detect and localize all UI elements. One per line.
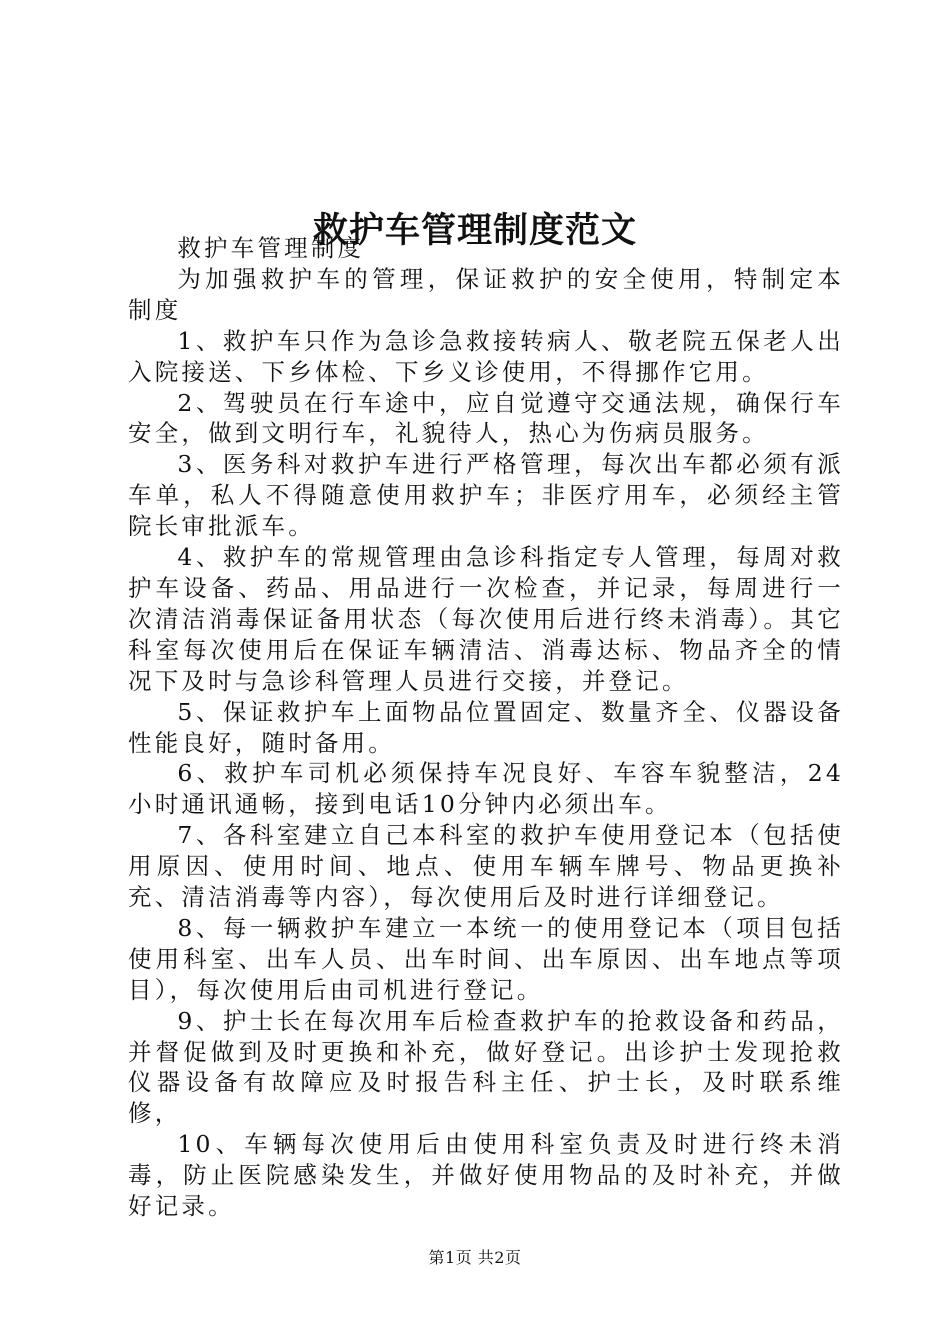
- paragraph-item-7: 7、各科室建立自己本科室的救护车使用登记本（包括使用原因、使用时间、地点、使用车辆车牌号、物品更换补充、清洁消毒等内容），每次使用后及时进行详细登记。: [128, 821, 844, 912]
- paragraph-intro: 为加强救护车的管理，保证救护的安全使用，特制定本制度: [128, 264, 844, 324]
- paragraph-item-3: 3、医务科对救护车进行严格管理，每次出车都必须有派车单，私人不得随意使用救护车；非医疗用车，必须经主管院长审批派车。: [128, 450, 844, 541]
- document-title: 救护车管理制度范文: [312, 210, 637, 252]
- paragraph-item-8: 8、每一辆救护车建立一本统一的使用登记本（项目包括使用科室、出车人员、出车时间、出车原因、出车地点等项目），每次使用后由司机进行登记。: [128, 913, 844, 1004]
- paragraph-heading: 救护车管理制度: [177, 234, 365, 262]
- paragraph-item-2: 2、驾驶员在行车途中，应自觉遵守交通法规，确保行车安全，做到文明行车，礼貌待人，热心为伤病员服务。: [128, 388, 844, 448]
- paragraph-item-10: 10、车辆每次使用后由使用科室负责及时进行终未消毒，防止医院感染发生，并做好使用物品的及时补充，并做好记录。: [128, 1130, 844, 1221]
- paragraph-item-6: 6、救护车司机必须保持车况良好、车容车貌整洁，24小时通讯通畅，接到电话10分钟内必须出车。: [128, 759, 844, 819]
- paragraph-item-5: 5、保证救护车上面物品位置固定、数量齐全、仪器设备性能良好，随时备用。: [128, 697, 844, 757]
- page-footer: 第1页 共2页: [428, 1248, 522, 1267]
- paragraph-item-1: 1、救护车只作为急诊急救接转病人、敬老院五保老人出入院接送、下乡体检、下乡义诊使用，不得挪作它用。: [128, 326, 844, 386]
- paragraph-item-4: 4、救护车的常规管理由急诊科指定专人管理，每周对救护车设备、药品、用品进行一次检查，并记录，每周进行一次清洁消毒保证备用状态（每次使用后进行终未消毒）。其它科室每次使用后在保证车辆清洁、消毒达标、物品齐全的情况下及时与急诊科管理人员进行交接，并登记。: [128, 543, 844, 695]
- document-body: [128, 233, 844, 1222]
- paragraph-item-9: 9、护士长在每次用车后检查救护车的抢救设备和药品，并督促做到及时更换和补充，做好登记。出诊护士发现抢救仪器设备有故障应及时报告科主任、护士长，及时联系维修，: [128, 1006, 844, 1128]
